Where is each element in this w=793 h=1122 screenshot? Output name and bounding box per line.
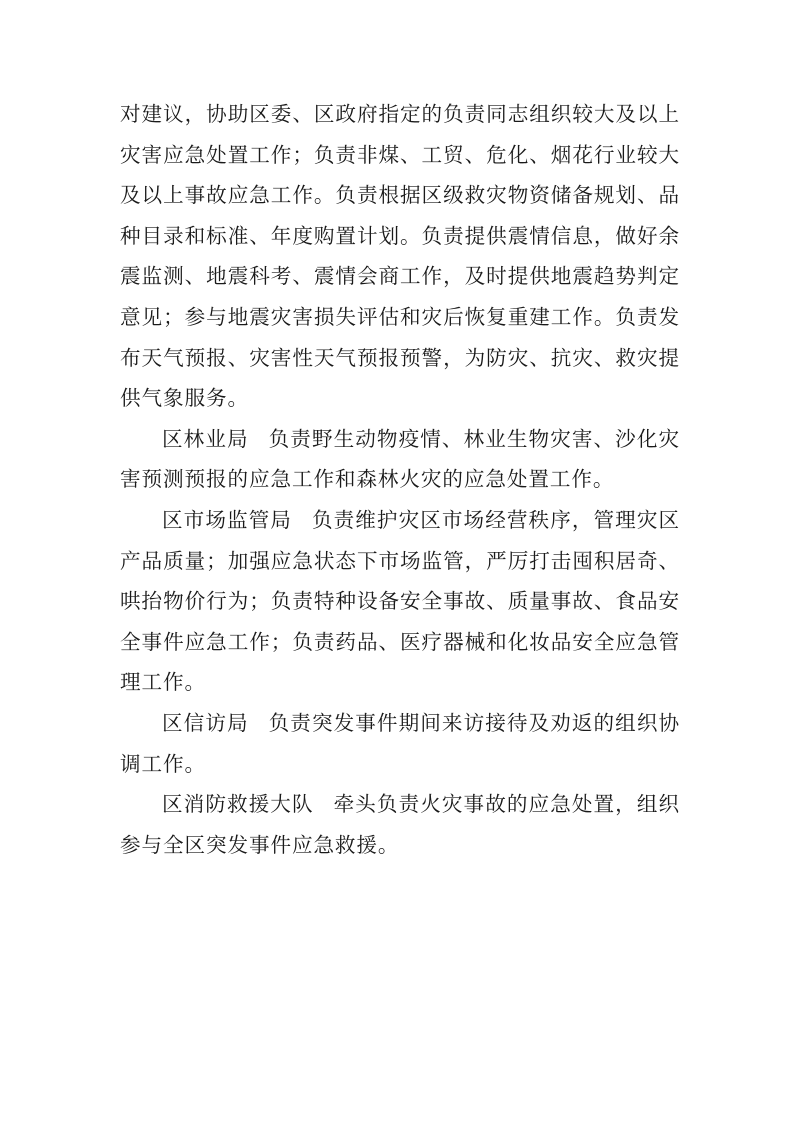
unit-name: 区消防救援大队 <box>162 792 314 817</box>
unit-name: 区市场监管局 <box>162 507 292 532</box>
document-body <box>120 94 680 865</box>
paragraph-text: 负责维护灾区市场经营秩序，管理灾区产品质量；加强应急状态下市场监管，严厉打击囤积居奇、哄抬物价行为；负责特种设备安全事故、质量事故、食品安全事件应急工作；负责药品、医疗器械和化妆品安全应急管理工作。 <box>120 507 680 695</box>
paragraph-text: 对建议，协助区委、区政府指定的负责同志组织较大及以上灾害应急处置工作；负责非煤、工贸、危化、烟花行业较大及以上事故应急工作。负责根据区级救灾物资储备规划、品种目录和标准、年度购置计划。负责提供震情信息，做好余震监测、地震科考、震情会商工作，及时提供地震趋势判定意见；参与地震灾害损失评估和灾后恢复重建工作。负责发布天气预报、灾害性天气预报预警，为防灾、抗灾、救灾提供气象服务。 <box>120 102 680 411</box>
paragraph-continued <box>120 94 680 419</box>
paragraph-text: 牵头负责火灾事故的应急处置，组织参与全区突发事件应急救援。 <box>120 792 680 857</box>
paragraph-petition-bureau <box>120 703 680 784</box>
unit-name: 区信访局 <box>162 710 249 735</box>
paragraph-text: 负责突发事件期间来访接待及劝返的组织协调工作。 <box>120 710 680 776</box>
paragraph-text: 负责野生动物疫情、林业生物灾害、沙化灾害预测预报的应急工作和森林火灾的应急处置工作。 <box>120 426 680 492</box>
paragraph-forestry-bureau <box>120 419 680 500</box>
unit-name: 区林业局 <box>162 426 249 451</box>
paragraph-fire-rescue-brigade <box>120 784 680 865</box>
paragraph-market-supervision-bureau <box>120 500 680 703</box>
